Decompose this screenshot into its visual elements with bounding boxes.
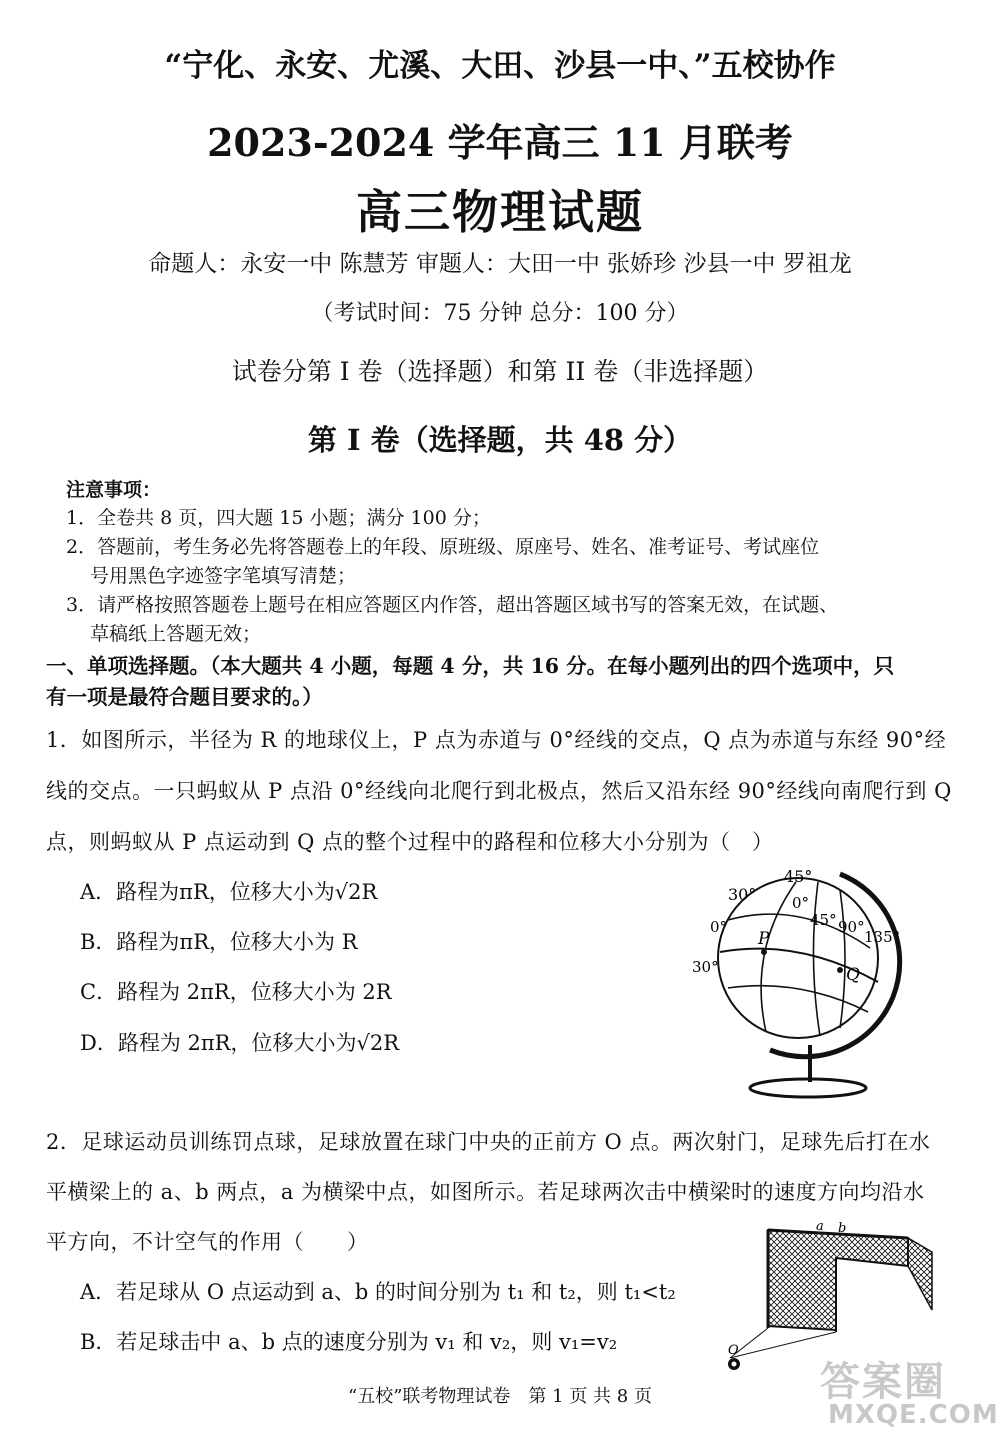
label-45: 45° xyxy=(810,911,837,929)
q2-stem-line: 平横梁上的 a、b 两点，a 为横梁中点，如图所示。若足球两次击中横梁时的速度方向均沿水 xyxy=(46,1180,925,1204)
page-footer: “五校”联考物理试卷 第 1 页 共 8 页 xyxy=(348,1386,652,1407)
part1-heading: 第 I 卷（选择题，共 48 分） xyxy=(307,423,693,457)
label-135: 135° xyxy=(864,928,901,946)
q1-option-a: A．路程为πR，位移大小为√2R xyxy=(80,880,378,904)
q1-option-d: D．路程为 2πR，位移大小为√2R xyxy=(80,1031,400,1055)
label-45-top: 45° xyxy=(784,867,813,886)
parts-line: 试卷分第 I 卷（选择题）和第 II 卷（非选择题） xyxy=(231,357,769,386)
label-point-a: a xyxy=(816,1219,824,1234)
q1-stem-line: 线的交点。一只蚂蚁从 P 点沿 0°经线向北爬行到北极点，然后又沿东经 90°经线向南爬行到 Q xyxy=(46,779,952,803)
q1-option-b: B．路程为πR，位移大小为 R xyxy=(80,930,358,954)
label-point-p: P xyxy=(758,929,770,949)
label-0-top: 0° xyxy=(792,894,810,912)
q1-option-c: C．路程为 2πR，位移大小为 2R xyxy=(80,980,392,1004)
subject-title: 高三物理试题 xyxy=(356,185,644,239)
longitude-line xyxy=(840,890,845,1028)
school-consortium-title: “宁化、永安、尤溪、大田、沙县一中、”五校协作 xyxy=(164,48,836,84)
note-item: 号用黑色字迹签字笔填写清楚； xyxy=(90,565,357,587)
time-score-line: （考试时间：75 分钟 总分：100 分） xyxy=(311,301,689,326)
note-item: 2．答题前，考生务必先将答题卷上的年段、原班级、原座号、姓名、准考证号、考试座位 xyxy=(66,536,820,558)
section1-heading-line2: 有一项是最符合题目要求的。） xyxy=(46,685,323,709)
label-0-equator: 0° xyxy=(710,918,728,936)
point-q-marker xyxy=(837,967,843,973)
notes-heading: 注意事项： xyxy=(66,479,162,501)
label-point-b: b xyxy=(838,1221,847,1236)
q1-stem-line: 1．如图所示，半径为 R 的地球仪上，P 点为赤道与 0°经线的交点，Q 点为赤道与东经 90°经 xyxy=(46,728,947,752)
label-point-o: O xyxy=(728,1343,739,1358)
note-item: 1．全卷共 8 页，四大题 15 小题；满分 100 分； xyxy=(66,507,491,529)
globe-figure xyxy=(692,860,920,1100)
soccer-ball-patch xyxy=(732,1362,737,1367)
q2-option-b: B．若足球击中 a、b 点的速度分别为 v₁ 和 v₂，则 v₁=v₂ xyxy=(80,1330,618,1354)
q2-option-a: A．若足球从 O 点运动到 a、b 的时间分别为 t₁ 和 t₂，则 t₁<t₂ xyxy=(80,1280,676,1304)
longitude-line xyxy=(761,882,796,1032)
goal-net-side xyxy=(908,1238,932,1310)
label-point-q: Q xyxy=(846,965,860,985)
note-item: 3．请严格按照答题卷上题号在相应答题区内作答，超出答题区域书写的答案无效，在试题、 xyxy=(66,594,839,616)
authors-line: 命题人：永安一中 陈慧芳 审题人：大田一中 张娇珍 沙县一中 罗祖龙 xyxy=(148,251,852,277)
exam-title: 2023-2024 学年高三 11 月联考 xyxy=(207,120,793,165)
watermark-logo: 答案圈 xyxy=(820,1359,946,1405)
q2-stem-line: 平方向，不计空气的作用（ ） xyxy=(46,1230,369,1254)
note-item: 草稿纸上答题无效； xyxy=(90,623,262,645)
point-p-marker xyxy=(761,949,767,955)
longitude-line xyxy=(813,882,820,1036)
label-90: 90° xyxy=(838,918,865,936)
goal-net-front xyxy=(768,1230,908,1330)
q1-stem-line: 点，则蚂蚁从 P 点运动到 Q 点的整个过程中的路程和位移大小分别为（ ） xyxy=(46,830,774,854)
latitude-line xyxy=(728,986,868,1012)
label-30-top: 30° xyxy=(728,885,757,904)
q2-stem-line: 2．足球运动员训练罚点球，足球放置在球门中央的正前方 O 点。两次射门，足球先后打在水 xyxy=(46,1130,931,1154)
watermark-url: MXQE.COM xyxy=(828,1400,999,1430)
label-30-bottom: 30° xyxy=(692,958,719,976)
section1-heading-line1: 一、单项选择题。（本大题共 4 小题，每题 4 分，共 16 分。在每小题列出的四个选项中，只 xyxy=(46,654,895,678)
